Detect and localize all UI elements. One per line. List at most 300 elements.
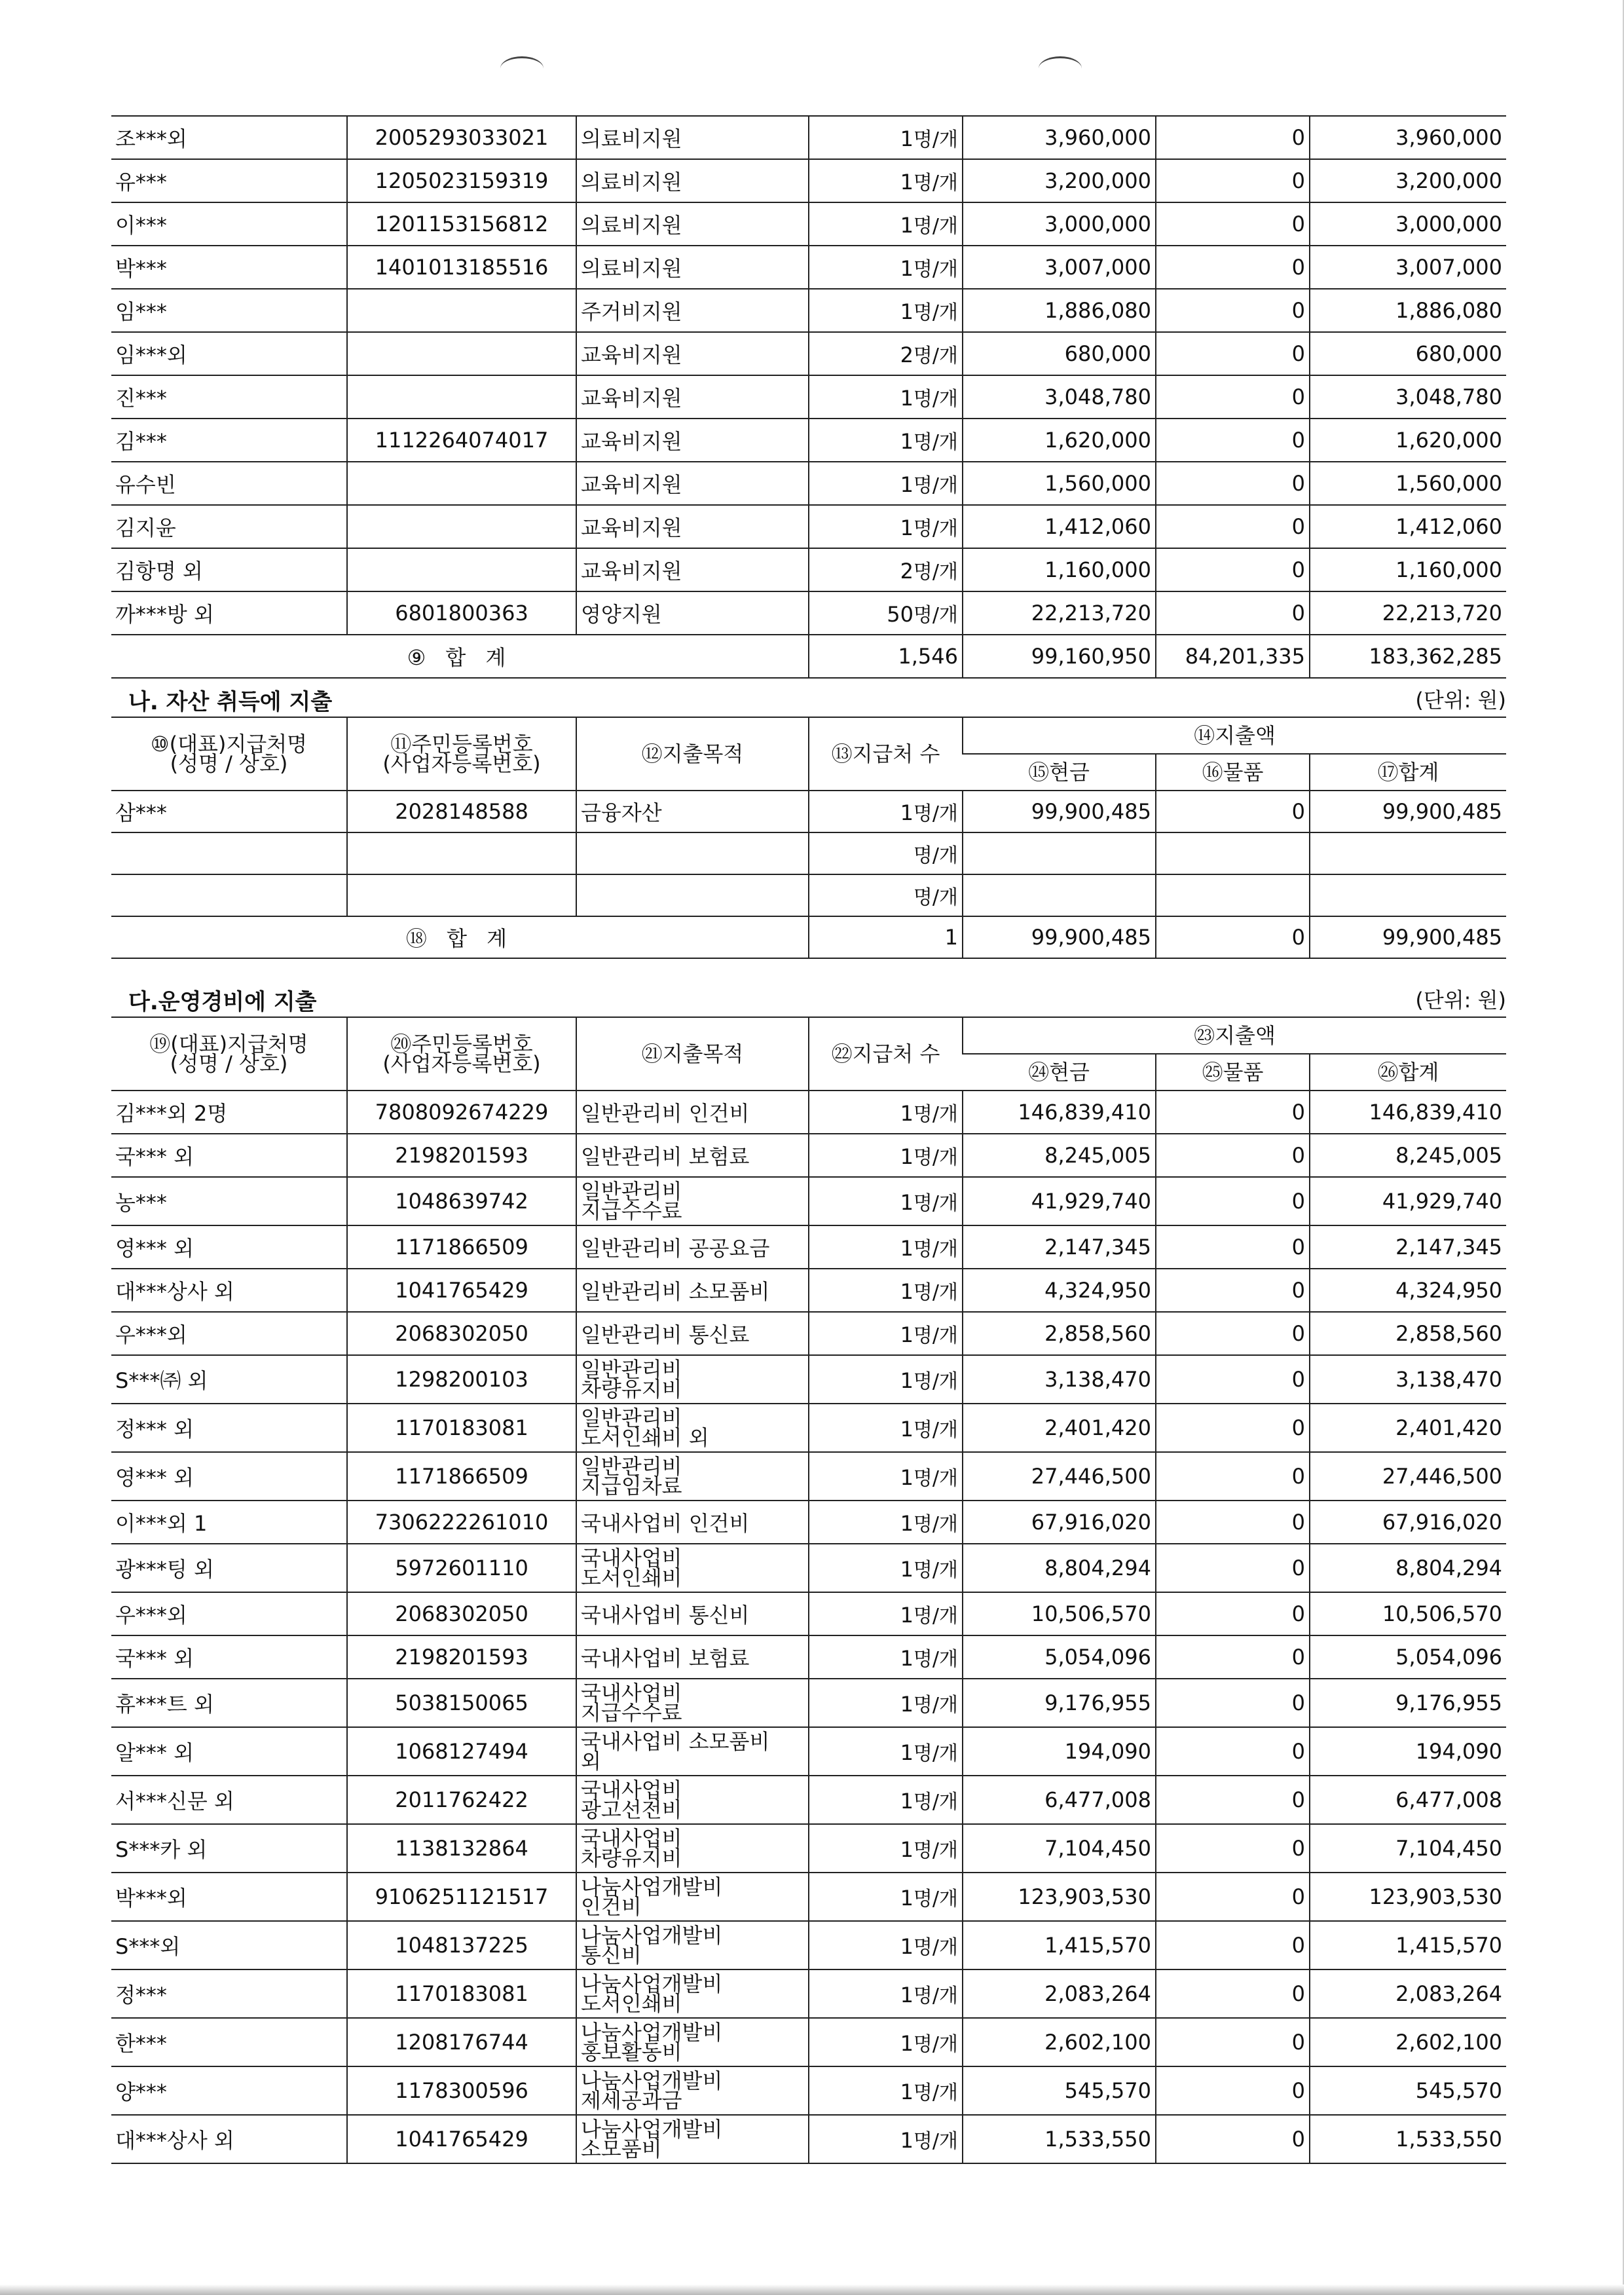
payee-count: 1 — [900, 1837, 913, 1862]
count-cell — [809, 2018, 963, 2066]
count-cell — [809, 1269, 963, 1312]
count-unit: 명/개 — [913, 886, 958, 909]
cash-amount: 8,245,005 — [963, 1134, 1156, 1177]
table-row — [111, 332, 1506, 375]
table-row — [111, 2115, 1506, 2163]
payee-count: 1 — [900, 1603, 913, 1628]
total-count: 1 — [809, 916, 963, 958]
payee-name: 유수빈 — [111, 462, 347, 505]
expense-purpose — [576, 1921, 809, 1969]
table-row — [111, 1776, 1506, 1824]
expense-purpose: 영양지원 — [576, 591, 809, 635]
expense-purpose-line: 국내사업비 — [581, 1826, 682, 1851]
registration-number: 1048137225 — [347, 1921, 576, 1969]
goods-amount — [1156, 832, 1310, 874]
goods-amount: 0 — [1156, 2066, 1310, 2115]
punch-hole-mark — [1039, 56, 1082, 81]
total-amount: 680,000 — [1310, 332, 1506, 375]
total-amount: 1,886,080 — [1310, 289, 1506, 332]
registration-number: 1041765429 — [347, 2115, 576, 2163]
cash-amount — [963, 874, 1156, 916]
purpose-header: ⑫지출목적 — [576, 717, 809, 791]
count-cell — [809, 116, 963, 159]
count-cell — [809, 419, 963, 462]
payee-count: 1 — [900, 472, 913, 497]
expense-purpose — [576, 1679, 809, 1727]
count-cell — [809, 1921, 963, 1969]
goods-amount: 0 — [1156, 1177, 1310, 1225]
payee-name: S***카 외 — [111, 1824, 347, 1873]
total-amount: 3,007,000 — [1310, 246, 1506, 289]
amount-header: ⑭지출액 — [963, 717, 1506, 754]
payee-count: 1 — [900, 170, 913, 195]
expense-purpose-line: 일반관리비 소모품비 — [581, 1279, 770, 1304]
table-row — [111, 116, 1506, 159]
count-cell — [809, 591, 963, 635]
table-row — [111, 1969, 1506, 2018]
cash-amount: 5,054,096 — [963, 1635, 1156, 1679]
count-unit: 명/개 — [913, 1936, 958, 1959]
payee-count: 1 — [900, 1101, 913, 1126]
count-cell — [809, 1824, 963, 1873]
expense-purpose — [576, 1873, 809, 1921]
goods-amount: 0 — [1156, 202, 1310, 246]
goods-amount: 0 — [1156, 1635, 1310, 1679]
table-row — [111, 1544, 1506, 1592]
payee-name: 알*** 외 — [111, 1727, 347, 1776]
payee-count: 1 — [900, 515, 913, 540]
expense-purpose — [576, 1501, 809, 1544]
count-cell — [809, 548, 963, 591]
payee-count: 1 — [900, 1322, 913, 1347]
total-amount: 9,176,955 — [1310, 1679, 1506, 1727]
count-cell — [809, 505, 963, 548]
count-cell — [809, 1355, 963, 1404]
total-label: ⑨ 합 계 — [111, 635, 809, 678]
payee-count: 1 — [900, 386, 913, 411]
table-row — [111, 1592, 1506, 1635]
table-row — [111, 1679, 1506, 1727]
goods-amount: 0 — [1156, 289, 1310, 332]
count-cell — [809, 202, 963, 246]
expense-purpose-line: 도서인쇄비 외 — [581, 1425, 709, 1450]
count-unit: 명/개 — [913, 1648, 958, 1671]
registration-number: 1170183081 — [347, 1969, 576, 2018]
count-unit: 명/개 — [913, 1694, 958, 1717]
total-amount: 2,147,345 — [1310, 1225, 1506, 1269]
expense-purpose — [576, 1312, 809, 1355]
total-goods: 84,201,335 — [1156, 635, 1310, 678]
total-label: ⑱ 합 계 — [111, 916, 809, 958]
total-row — [111, 916, 1506, 958]
total-amount: 2,401,420 — [1310, 1404, 1506, 1452]
goods-amount: 0 — [1156, 1824, 1310, 1873]
total-amount: 194,090 — [1310, 1727, 1506, 1776]
table-row — [111, 2018, 1506, 2066]
expense-purpose — [576, 1091, 809, 1134]
cash-amount: 99,900,485 — [963, 791, 1156, 832]
expense-purpose-line: 제세공과금 — [581, 2088, 682, 2113]
table-row — [111, 1873, 1506, 1921]
expense-purpose — [576, 1134, 809, 1177]
goods-amount: 0 — [1156, 462, 1310, 505]
payee-count: 1 — [900, 213, 913, 238]
table-row — [111, 1824, 1506, 1873]
payee-count: 1 — [900, 1886, 913, 1911]
goods-amount: 0 — [1156, 246, 1310, 289]
cash-amount: 2,602,100 — [963, 2018, 1156, 2066]
registration-number: 1170183081 — [347, 1404, 576, 1452]
payee-count: 1 — [900, 1190, 913, 1215]
payee-count: 1 — [900, 1465, 913, 1490]
count-unit: 명/개 — [913, 474, 958, 497]
registration-number — [347, 548, 576, 591]
payee-header — [111, 1017, 347, 1091]
total-amount: 146,839,410 — [1310, 1091, 1506, 1134]
goods-header: ⑯물품 — [1156, 754, 1310, 791]
expense-purpose-line: 국내사업비 — [581, 1546, 682, 1571]
operating-expense-table — [111, 1017, 1506, 2164]
total-amount: 22,213,720 — [1310, 591, 1506, 635]
goods-amount: 0 — [1156, 332, 1310, 375]
count-cell — [809, 159, 963, 202]
payee-count: 1 — [900, 800, 913, 825]
count-cell — [809, 832, 963, 874]
expense-purpose-line: 지급수수료 — [581, 1199, 682, 1223]
registration-number: 5972601110 — [347, 1544, 576, 1592]
count-cell — [809, 1969, 963, 2018]
payee-name: 조***외 — [111, 116, 347, 159]
goods-amount: 0 — [1156, 1501, 1310, 1544]
cash-amount: 1,533,550 — [963, 2115, 1156, 2163]
registration-number — [347, 289, 576, 332]
expense-purpose-line: 도서인쇄비 — [581, 1565, 682, 1590]
payee-header — [111, 717, 347, 791]
expense-purpose — [576, 832, 809, 874]
count-cell — [809, 1177, 963, 1225]
count-cell — [809, 874, 963, 916]
expense-purpose — [576, 1544, 809, 1592]
registration-number — [347, 332, 576, 375]
count-cell — [809, 2115, 963, 2163]
count-cell — [809, 2066, 963, 2115]
goods-amount: 0 — [1156, 2115, 1310, 2163]
payee-count: 1 — [900, 2031, 913, 2056]
expense-purpose-line: 통신비 — [581, 1943, 642, 1968]
table-row — [111, 505, 1506, 548]
payee-name: 양*** — [111, 2066, 347, 2115]
table-row — [111, 1312, 1506, 1355]
count-unit: 명/개 — [913, 1985, 958, 2007]
cash-amount: 1,620,000 — [963, 419, 1156, 462]
expense-purpose-line: 국내사업비 — [581, 1681, 682, 1706]
total-amount: 123,903,530 — [1310, 1873, 1506, 1921]
total-amount: 3,048,780 — [1310, 375, 1506, 419]
goods-amount: 0 — [1156, 1269, 1310, 1312]
expense-purpose-line: 일반관리비 공공요금 — [581, 1236, 770, 1261]
total-amount — [1310, 874, 1506, 916]
count-cell — [809, 1452, 963, 1501]
count-cell — [809, 1635, 963, 1679]
count-unit: 명/개 — [913, 1281, 958, 1304]
payee-count: 1 — [900, 1646, 913, 1671]
total-amount: 2,602,100 — [1310, 2018, 1506, 2066]
expense-purpose — [576, 1727, 809, 1776]
payee-name: 국*** 외 — [111, 1635, 347, 1679]
table-row — [111, 1177, 1506, 1225]
count-unit: 명/개 — [913, 604, 958, 627]
table-row — [111, 159, 1506, 202]
count-cell — [809, 1776, 963, 1824]
count-cell — [809, 1134, 963, 1177]
registration-number — [347, 462, 576, 505]
cash-amount: 1,160,000 — [963, 548, 1156, 591]
expense-purpose: 의료비지원 — [576, 202, 809, 246]
expense-purpose — [576, 1824, 809, 1873]
table-row — [111, 548, 1506, 591]
expense-purpose-line: 나눔사업개발비 — [581, 2068, 723, 2093]
header-label: ⑪주민등록번호 — [390, 732, 533, 756]
payee-name: 김항명 외 — [111, 548, 347, 591]
table-row — [111, 832, 1506, 874]
payee-name: 휴***트 외 — [111, 1679, 347, 1727]
registration-number: 2028148588 — [347, 791, 576, 832]
count-unit: 명/개 — [913, 345, 958, 367]
cash-amount: 1,886,080 — [963, 289, 1156, 332]
expense-purpose: 주거비지원 — [576, 289, 809, 332]
expense-purpose-line: 도서인쇄비 — [581, 1991, 682, 2016]
expense-purpose-line: 나눔사업개발비 — [581, 1875, 723, 1899]
count-unit: 명/개 — [913, 1467, 958, 1490]
total-amount: 1,415,570 — [1310, 1921, 1506, 1969]
cash-amount: 22,213,720 — [963, 591, 1156, 635]
header-row — [111, 717, 1506, 754]
table-row — [111, 1134, 1506, 1177]
payee-count: 1 — [900, 256, 913, 281]
count-header: ⑬지급처 수 — [809, 717, 963, 791]
cash-amount: 3,960,000 — [963, 116, 1156, 159]
registration-number: 1401013185516 — [347, 246, 576, 289]
payee-name: 대***상사 외 — [111, 2115, 347, 2163]
payee-name — [111, 874, 347, 916]
count-unit: 명/개 — [913, 517, 958, 540]
registration-number: 7808092674229 — [347, 1091, 576, 1134]
total-amount: 3,138,470 — [1310, 1355, 1506, 1404]
expense-purpose-line: 홍보활동비 — [581, 2040, 682, 2064]
payee-name: 이***외 1 — [111, 1501, 347, 1544]
expense-purpose — [576, 1269, 809, 1312]
total-amount: 2,083,264 — [1310, 1969, 1506, 2018]
unit-label: (단위: 원) — [1415, 988, 1506, 1013]
section-title: 다.운영경비에 지출 — [128, 989, 317, 1015]
total-amount: 1,620,000 — [1310, 419, 1506, 462]
expense-purpose-line: 나눔사업개발비 — [581, 2117, 723, 2142]
goods-amount: 0 — [1156, 505, 1310, 548]
expense-purpose-line: 차량유지비 — [581, 1377, 682, 1402]
cash-amount: 6,477,008 — [963, 1776, 1156, 1824]
payee-count: 1 — [900, 1557, 913, 1582]
payee-name: 농*** — [111, 1177, 347, 1225]
payee-name: 대***상사 외 — [111, 1269, 347, 1312]
cash-amount: 67,916,020 — [963, 1501, 1156, 1544]
count-unit: 명/개 — [913, 1238, 958, 1261]
expense-purpose — [576, 1177, 809, 1225]
count-unit: 명/개 — [913, 172, 958, 195]
cash-amount: 3,200,000 — [963, 159, 1156, 202]
payee-count: 1 — [900, 1789, 913, 1814]
total-amount: 5,054,096 — [1310, 1635, 1506, 1679]
count-cell — [809, 1727, 963, 1776]
purpose-header: ㉑지출목적 — [576, 1017, 809, 1091]
amount-header: ㉓지출액 — [963, 1017, 1506, 1054]
expense-purpose-line: 나눔사업개발비 — [581, 1971, 723, 1996]
registration-number — [347, 505, 576, 548]
payee-name: 이*** — [111, 202, 347, 246]
cash-amount: 3,048,780 — [963, 375, 1156, 419]
payee-name: 서***신문 외 — [111, 1776, 347, 1824]
payee-name: 임***외 — [111, 332, 347, 375]
total-amount: 8,804,294 — [1310, 1544, 1506, 1592]
payee-count: 1 — [900, 2080, 913, 2104]
registration-number: 2068302050 — [347, 1592, 576, 1635]
goods-amount: 0 — [1156, 1679, 1310, 1727]
registration-header — [347, 1017, 576, 1091]
count-unit: 명/개 — [913, 1605, 958, 1628]
goods-amount: 0 — [1156, 1727, 1310, 1776]
count-cell — [809, 1592, 963, 1635]
expense-purpose — [576, 1969, 809, 2018]
total-amount: 27,446,500 — [1310, 1452, 1506, 1501]
payee-count: 1 — [900, 1144, 913, 1169]
count-unit: 명/개 — [913, 2033, 958, 2056]
table-row — [111, 202, 1506, 246]
count-cell — [809, 1091, 963, 1134]
cash-amount: 1,560,000 — [963, 462, 1156, 505]
total-amount: 3,200,000 — [1310, 159, 1506, 202]
registration-number: 2068302050 — [347, 1312, 576, 1355]
expense-purpose: 의료비지원 — [576, 116, 809, 159]
registration-number — [347, 375, 576, 419]
cash-amount: 2,147,345 — [963, 1225, 1156, 1269]
goods-amount: 0 — [1156, 1969, 1310, 2018]
goods-amount: 0 — [1156, 1134, 1310, 1177]
payee-count: 1 — [900, 299, 913, 324]
goods-amount — [1156, 874, 1310, 916]
header-sublabel: (사업자등록번호) — [382, 751, 541, 776]
goods-amount: 0 — [1156, 1091, 1310, 1134]
payee-name: 영*** 외 — [111, 1225, 347, 1269]
count-unit: 명/개 — [913, 1791, 958, 1814]
expense-purpose — [576, 1635, 809, 1679]
total-amount — [1310, 832, 1506, 874]
expense-purpose-line: 국내사업비 소모품비 — [581, 1729, 770, 1754]
payee-name — [111, 832, 347, 874]
payee-name: 김*** — [111, 419, 347, 462]
expense-purpose-line: 소모품비 — [581, 2136, 662, 2161]
count-unit: 명/개 — [913, 1888, 958, 1911]
count-unit: 명/개 — [913, 431, 958, 454]
payee-name: 우***외 — [111, 1592, 347, 1635]
header-sublabel: (성명 / 상호) — [170, 1051, 288, 1076]
count-unit: 명/개 — [913, 1742, 958, 1765]
expense-purpose — [576, 1452, 809, 1501]
goods-amount: 0 — [1156, 1355, 1310, 1404]
count-cell — [809, 1404, 963, 1452]
registration-number: 1138132864 — [347, 1824, 576, 1873]
total-amount: 545,570 — [1310, 2066, 1506, 2115]
expense-purpose: 금융자산 — [576, 791, 809, 832]
expense-purpose — [576, 1776, 809, 1824]
payee-count: 1 — [900, 1236, 913, 1261]
table-row — [111, 462, 1506, 505]
payee-count: 1 — [900, 1368, 913, 1393]
payee-name: 임*** — [111, 289, 347, 332]
goods-amount: 0 — [1156, 1873, 1310, 1921]
goods-amount: 0 — [1156, 2018, 1310, 2066]
count-cell — [809, 375, 963, 419]
cash-amount: 1,415,570 — [963, 1921, 1156, 1969]
count-unit: 명/개 — [913, 802, 958, 825]
total-amount: 1,412,060 — [1310, 505, 1506, 548]
goods-amount: 0 — [1156, 548, 1310, 591]
payee-name: 박***외 — [111, 1873, 347, 1921]
goods-amount: 0 — [1156, 791, 1310, 832]
payee-count: 1 — [900, 1983, 913, 2007]
cash-amount: 680,000 — [963, 332, 1156, 375]
count-unit: 명/개 — [913, 2130, 958, 2153]
grand-total: 99,900,485 — [1310, 916, 1506, 958]
expense-purpose — [576, 2018, 809, 2066]
expense-purpose-line: 광고선전비 — [581, 1797, 682, 1822]
cash-amount: 3,007,000 — [963, 246, 1156, 289]
expense-purpose-line: 일반관리비 — [581, 1357, 682, 1382]
expense-purpose — [576, 1404, 809, 1452]
payee-name: 까***방 외 — [111, 591, 347, 635]
table-row — [111, 1091, 1506, 1134]
table-row — [111, 2066, 1506, 2115]
table-row — [111, 1404, 1506, 1452]
registration-number: 1178300596 — [347, 2066, 576, 2115]
cash-header: ⑮현금 — [963, 754, 1156, 791]
count-unit: 명/개 — [913, 1370, 958, 1393]
registration-number: 1208176744 — [347, 2018, 576, 2066]
cash-amount: 9,176,955 — [963, 1679, 1156, 1727]
unit-label: (단위: 원) — [1415, 688, 1506, 713]
total-amount: 3,960,000 — [1310, 116, 1506, 159]
cash-amount: 3,138,470 — [963, 1355, 1156, 1404]
count-unit: 명/개 — [913, 1513, 958, 1536]
expense-purpose: 교육비지원 — [576, 505, 809, 548]
goods-amount: 0 — [1156, 1404, 1310, 1452]
count-unit: 명/개 — [913, 215, 958, 238]
registration-number: 1298200103 — [347, 1355, 576, 1404]
cash-amount: 123,903,530 — [963, 1873, 1156, 1921]
count-unit: 명/개 — [913, 1419, 958, 1442]
cash-amount: 2,083,264 — [963, 1969, 1156, 2018]
count-cell — [809, 462, 963, 505]
header-sublabel: (성명 / 상호) — [170, 751, 288, 776]
count-cell — [809, 1679, 963, 1727]
count-unit: 명/개 — [913, 1146, 958, 1169]
cash-header: ㉔현금 — [963, 1054, 1156, 1091]
cash-amount: 2,858,560 — [963, 1312, 1156, 1355]
payee-name: 정*** — [111, 1969, 347, 2018]
count-unit: 명/개 — [913, 301, 958, 324]
expense-purpose — [576, 2115, 809, 2163]
expense-purpose-line: 국내사업비 — [581, 1778, 682, 1802]
expense-purpose-line: 일반관리비 보험료 — [581, 1144, 750, 1169]
expense-purpose — [576, 874, 809, 916]
